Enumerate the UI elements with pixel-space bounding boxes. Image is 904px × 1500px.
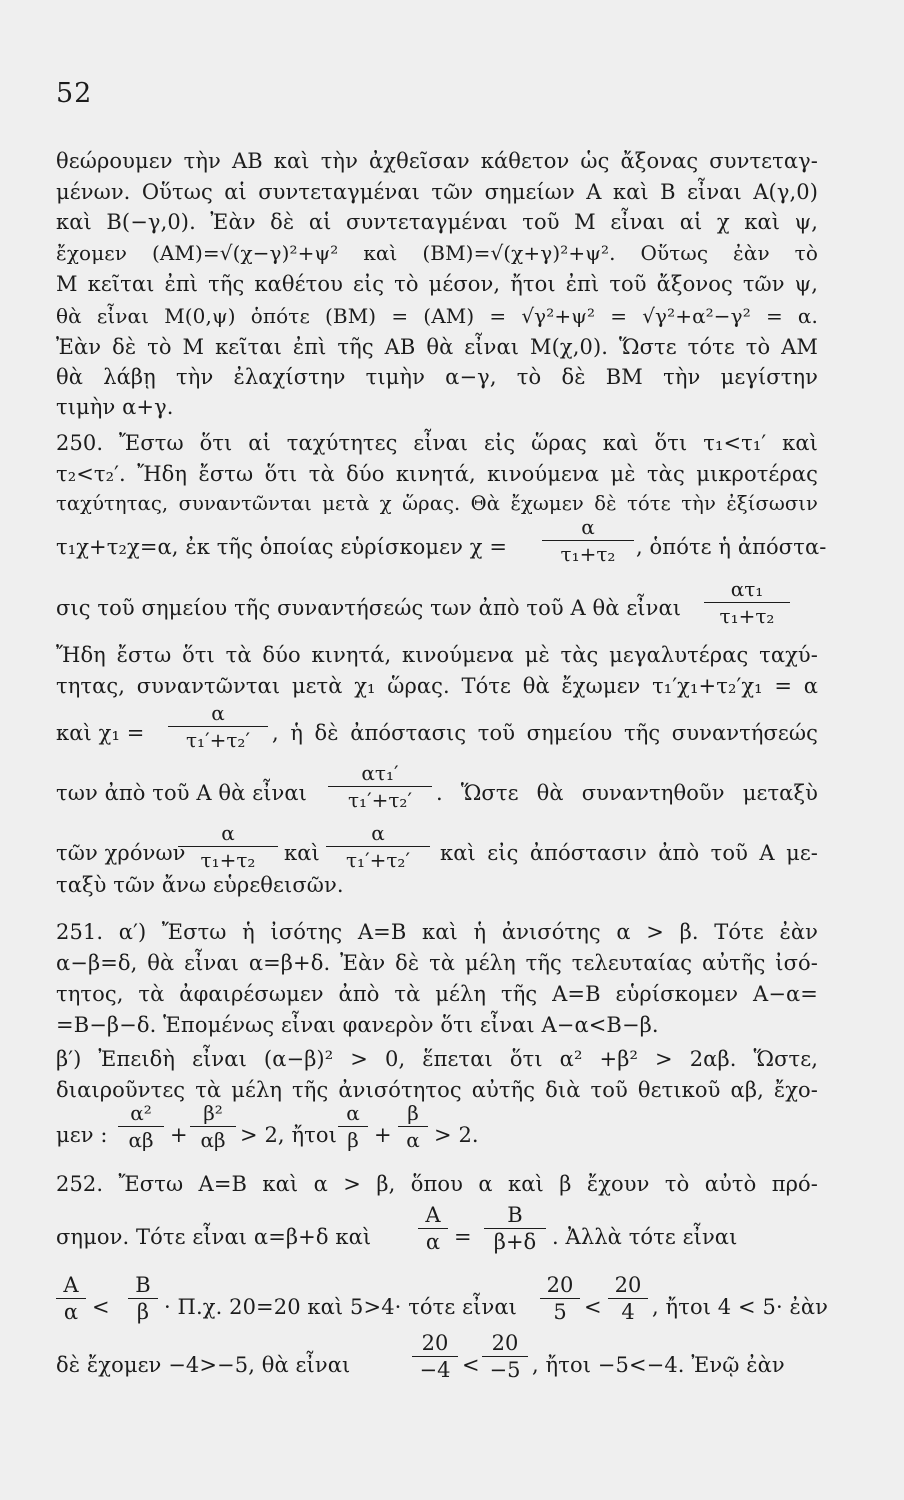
numerator: Β xyxy=(128,1272,158,1299)
text-line: > 2, ἤτοι xyxy=(240,1123,337,1147)
numerator: ατ₁ xyxy=(704,576,790,603)
numerator: α xyxy=(542,514,634,541)
denominator: β xyxy=(347,1128,359,1152)
text-line: ταξὺ τῶν ἄνω εὑρεθεισῶν. xyxy=(56,873,344,897)
numerator: α xyxy=(168,700,268,727)
fraction-B-bd xyxy=(484,1202,546,1255)
fraction-20-m4 xyxy=(412,1330,458,1383)
fraction-20-m5 xyxy=(482,1330,528,1383)
text-line: τητος, τὰ ἀφαιρέσωμεν ἀπὸ τὰ μέλη τῆς Α=Β εὑρίσκομεν Α−α= xyxy=(56,982,818,1006)
text-line: μεν : xyxy=(56,1123,108,1147)
text-line: τιμὴν α+γ. xyxy=(56,395,174,419)
denominator: −4 xyxy=(419,1358,451,1382)
text-line: β′) Ἐπειδὴ εἶναι (α−β)² > 0, ἕπεται ὅτι α² +β² > 2αβ. Ὥστε, xyxy=(56,1047,818,1071)
denominator: 5 xyxy=(553,1300,567,1324)
fraction-a2-ab xyxy=(118,1100,164,1153)
text-line: , ἤτοι 4 < 5· ἐὰν xyxy=(652,1295,829,1319)
denominator: τ₁′+τ₂′ xyxy=(345,848,410,872)
text-line: , ὁπότε ἡ ἀπόστα- xyxy=(636,535,827,559)
text-line: καὶ Β(−γ,0). Ἐὰν δὲ αἱ συντεταγμέναι τοῦ Μ εἶναι αἱ χ καὶ ψ, xyxy=(56,210,818,234)
fraction-time-1 xyxy=(178,820,278,873)
text-line: τ₂<τ₂′. Ἤδη ἔστω ὅτι τὰ δύο κινητά, κινούμενα μὲ τὰς μικροτέρας xyxy=(56,462,818,486)
text-line: > 2. xyxy=(434,1123,479,1147)
fraction-x xyxy=(542,514,634,567)
problem-252-line: 252. Ἔστω Α=Β καὶ α > β, ὅπου α καὶ β ἔχουν τὸ αὐτὸ πρό- xyxy=(56,1172,818,1196)
numerator: Α xyxy=(418,1202,448,1229)
denominator: τ₁+τ₂ xyxy=(560,542,616,566)
denominator: β+δ xyxy=(493,1230,537,1254)
numerator: Β xyxy=(484,1202,546,1229)
fraction-a-b xyxy=(338,1100,368,1153)
denominator: β xyxy=(136,1300,150,1324)
text-line: < xyxy=(92,1295,110,1319)
fraction-b2-ab xyxy=(190,1100,236,1153)
text-line: διαιροῦντες τὰ μέλη τῆς ἀνισότητος αὐτῆς διὰ τοῦ θετικοῦ αβ, ἔχο- xyxy=(56,1078,818,1102)
numerator: 20 xyxy=(482,1330,528,1357)
numerator: 20 xyxy=(608,1272,648,1299)
text-line: . Ὥστε θὰ συναντηθοῦν μεταξὺ xyxy=(436,781,818,805)
problem-251-line: 251. α′) Ἔστω ἡ ἰσότης Α=Β καὶ ἡ ἀνισότης α > β. Τότε ἐὰν xyxy=(56,920,818,944)
fraction-A-a-2 xyxy=(56,1272,86,1325)
text-line: Ἤδη ἔστω ὅτι τὰ δύο κινητά, κινούμενα μὲ τὰς μεγαλυτέρας ταχύ- xyxy=(56,643,818,667)
text-line: =Β−β−δ. Ἑπομένως εἶναι φανερὸν ὅτι εἶναι Α−α<Β−β. xyxy=(56,1013,659,1037)
fraction-distance-2 xyxy=(328,760,432,813)
text-line: θὰ εἶναι Μ(0,ψ) ὁπότε (ΒΜ) = (ΑΜ) = √γ²+ψ² = √γ²+α²−γ² = α. xyxy=(56,304,818,328)
text-line: σημον. Τότε εἶναι α=β+δ καὶ xyxy=(56,1225,372,1249)
text-line: < xyxy=(584,1295,602,1319)
fraction-B-b xyxy=(128,1272,158,1325)
text-line: ἔχομεν (ΑΜ)=√(χ−γ)²+ψ² καὶ (ΒΜ)=√(χ+γ)²+ψ². Οὕτως ἐὰν τὸ xyxy=(56,241,818,265)
numerator: α xyxy=(338,1100,368,1127)
numerator: α xyxy=(178,820,278,847)
denominator: τ₁′+τ₂′ xyxy=(185,728,250,752)
numerator: β xyxy=(398,1100,428,1127)
text-line: + xyxy=(170,1123,188,1147)
text-line: καὶ xyxy=(284,841,320,865)
fraction-b-a xyxy=(398,1100,428,1153)
text-line: . Ἀλλὰ τότε εἶναι xyxy=(552,1225,738,1249)
text-line: δὲ ἔχομεν −4>−5, θὰ εἶναι xyxy=(56,1353,351,1377)
text-line: + xyxy=(374,1123,392,1147)
numerator: ατ₁′ xyxy=(328,760,432,787)
text-line: θὰ λάβῃ τὴν ἐλαχίστην τιμὴν α−γ, τὸ δὲ ΒΜ τὴν μεγίστην xyxy=(56,365,818,389)
text-line: ταχύτητας, συναντῶνται μετὰ χ ὥρας. Θὰ ἔχωμεν δὲ τότε τὴν ἐξίσωσιν xyxy=(56,492,818,515)
text-line: καὶ χ₁ = xyxy=(56,721,145,745)
fraction-x1 xyxy=(168,700,268,753)
denominator: τ₁′+τ₂′ xyxy=(347,788,412,812)
denominator: 4 xyxy=(621,1300,635,1324)
denominator: α xyxy=(425,1230,441,1254)
fraction-distance-1 xyxy=(704,576,790,629)
text-line: = xyxy=(454,1225,472,1249)
denominator: α xyxy=(406,1128,420,1152)
text-line: τητας, συναντῶνται μετὰ χ₁ ὥρας. Τότε θὰ ἔχωμεν τ₁′χ₁+τ₂′χ₁ = α xyxy=(56,674,818,698)
text-line: μένων. Οὕτως αἱ συντεταγμέναι τῶν σημείων Α καὶ Β εἶναι Α(γ,0) xyxy=(56,180,818,204)
denominator: τ₁+τ₂ xyxy=(719,604,775,628)
denominator: −5 xyxy=(489,1358,521,1382)
fraction-A-a xyxy=(418,1202,448,1255)
text-line: Μ κεῖται ἐπὶ τῆς καθέτου εἰς τὸ μέσον, ἤτοι ἐπὶ τοῦ ἄξονος τῶν ψ, xyxy=(56,272,818,296)
text-line: σις τοῦ σημείου τῆς συναντήσεώς των ἀπὸ τοῦ Α θὰ εἶναι xyxy=(56,596,682,620)
numerator: Α xyxy=(56,1272,86,1299)
text-line: καὶ εἰς ἀπόστασιν ἀπὸ τοῦ Α με- xyxy=(440,841,818,865)
text-line: α−β=δ, θὰ εἶναι α=β+δ. Ἐὰν δὲ τὰ μέλη τῆς τελευταίας αὐτῆς ἰσό- xyxy=(56,951,818,975)
page-number: 52 xyxy=(56,78,93,109)
text-line: < xyxy=(462,1353,480,1377)
denominator: αβ xyxy=(200,1128,226,1152)
text-line: , ἡ δὲ ἀπόστασις τοῦ σημείου τῆς συναντήσεώς xyxy=(272,721,818,745)
fraction-20-4 xyxy=(608,1272,648,1325)
text-line: των ἀπὸ τοῦ Α θὰ εἶναι xyxy=(56,781,308,805)
text-line: Ἐὰν δὲ τὸ Μ κεῖται ἐπὶ τῆς ΑΒ θὰ εἶναι Μ(χ,0). Ὥστε τότε τὸ ΑΜ xyxy=(56,335,818,359)
numerator: α xyxy=(326,820,430,847)
fraction-20-5 xyxy=(540,1272,580,1325)
numerator: β² xyxy=(190,1100,236,1127)
numerator: 20 xyxy=(540,1272,580,1299)
problem-250-line: 250. Ἔστω ὅτι αἱ ταχύτητες εἶναι εἰς ὥρας καὶ ὅτι τ₁<τ₁′ καὶ xyxy=(56,431,818,455)
text-line: τῶν χρόνων xyxy=(56,841,186,865)
text-line: , ἤτοι −5<−4. Ἐνῷ ἐὰν xyxy=(532,1353,785,1377)
denominator: α xyxy=(63,1300,79,1324)
denominator: τ₁+τ₂ xyxy=(200,848,256,872)
numerator: α² xyxy=(118,1100,164,1127)
fraction-time-2 xyxy=(326,820,430,873)
text-line: τ₁χ+τ₂χ=α, ἐκ τῆς ὁποίας εὑρίσκομεν χ = xyxy=(56,535,508,559)
numerator: 20 xyxy=(412,1330,458,1357)
denominator: αβ xyxy=(128,1128,154,1152)
text-line: · Π.χ. 20=20 καὶ 5>4· τότε εἶναι xyxy=(164,1295,517,1319)
text-line: θεώρουμεν τὴν ΑΒ καὶ τὴν ἀχθεῖσαν κάθετον ὡς ἄξονας συντεταγ- xyxy=(56,149,818,173)
